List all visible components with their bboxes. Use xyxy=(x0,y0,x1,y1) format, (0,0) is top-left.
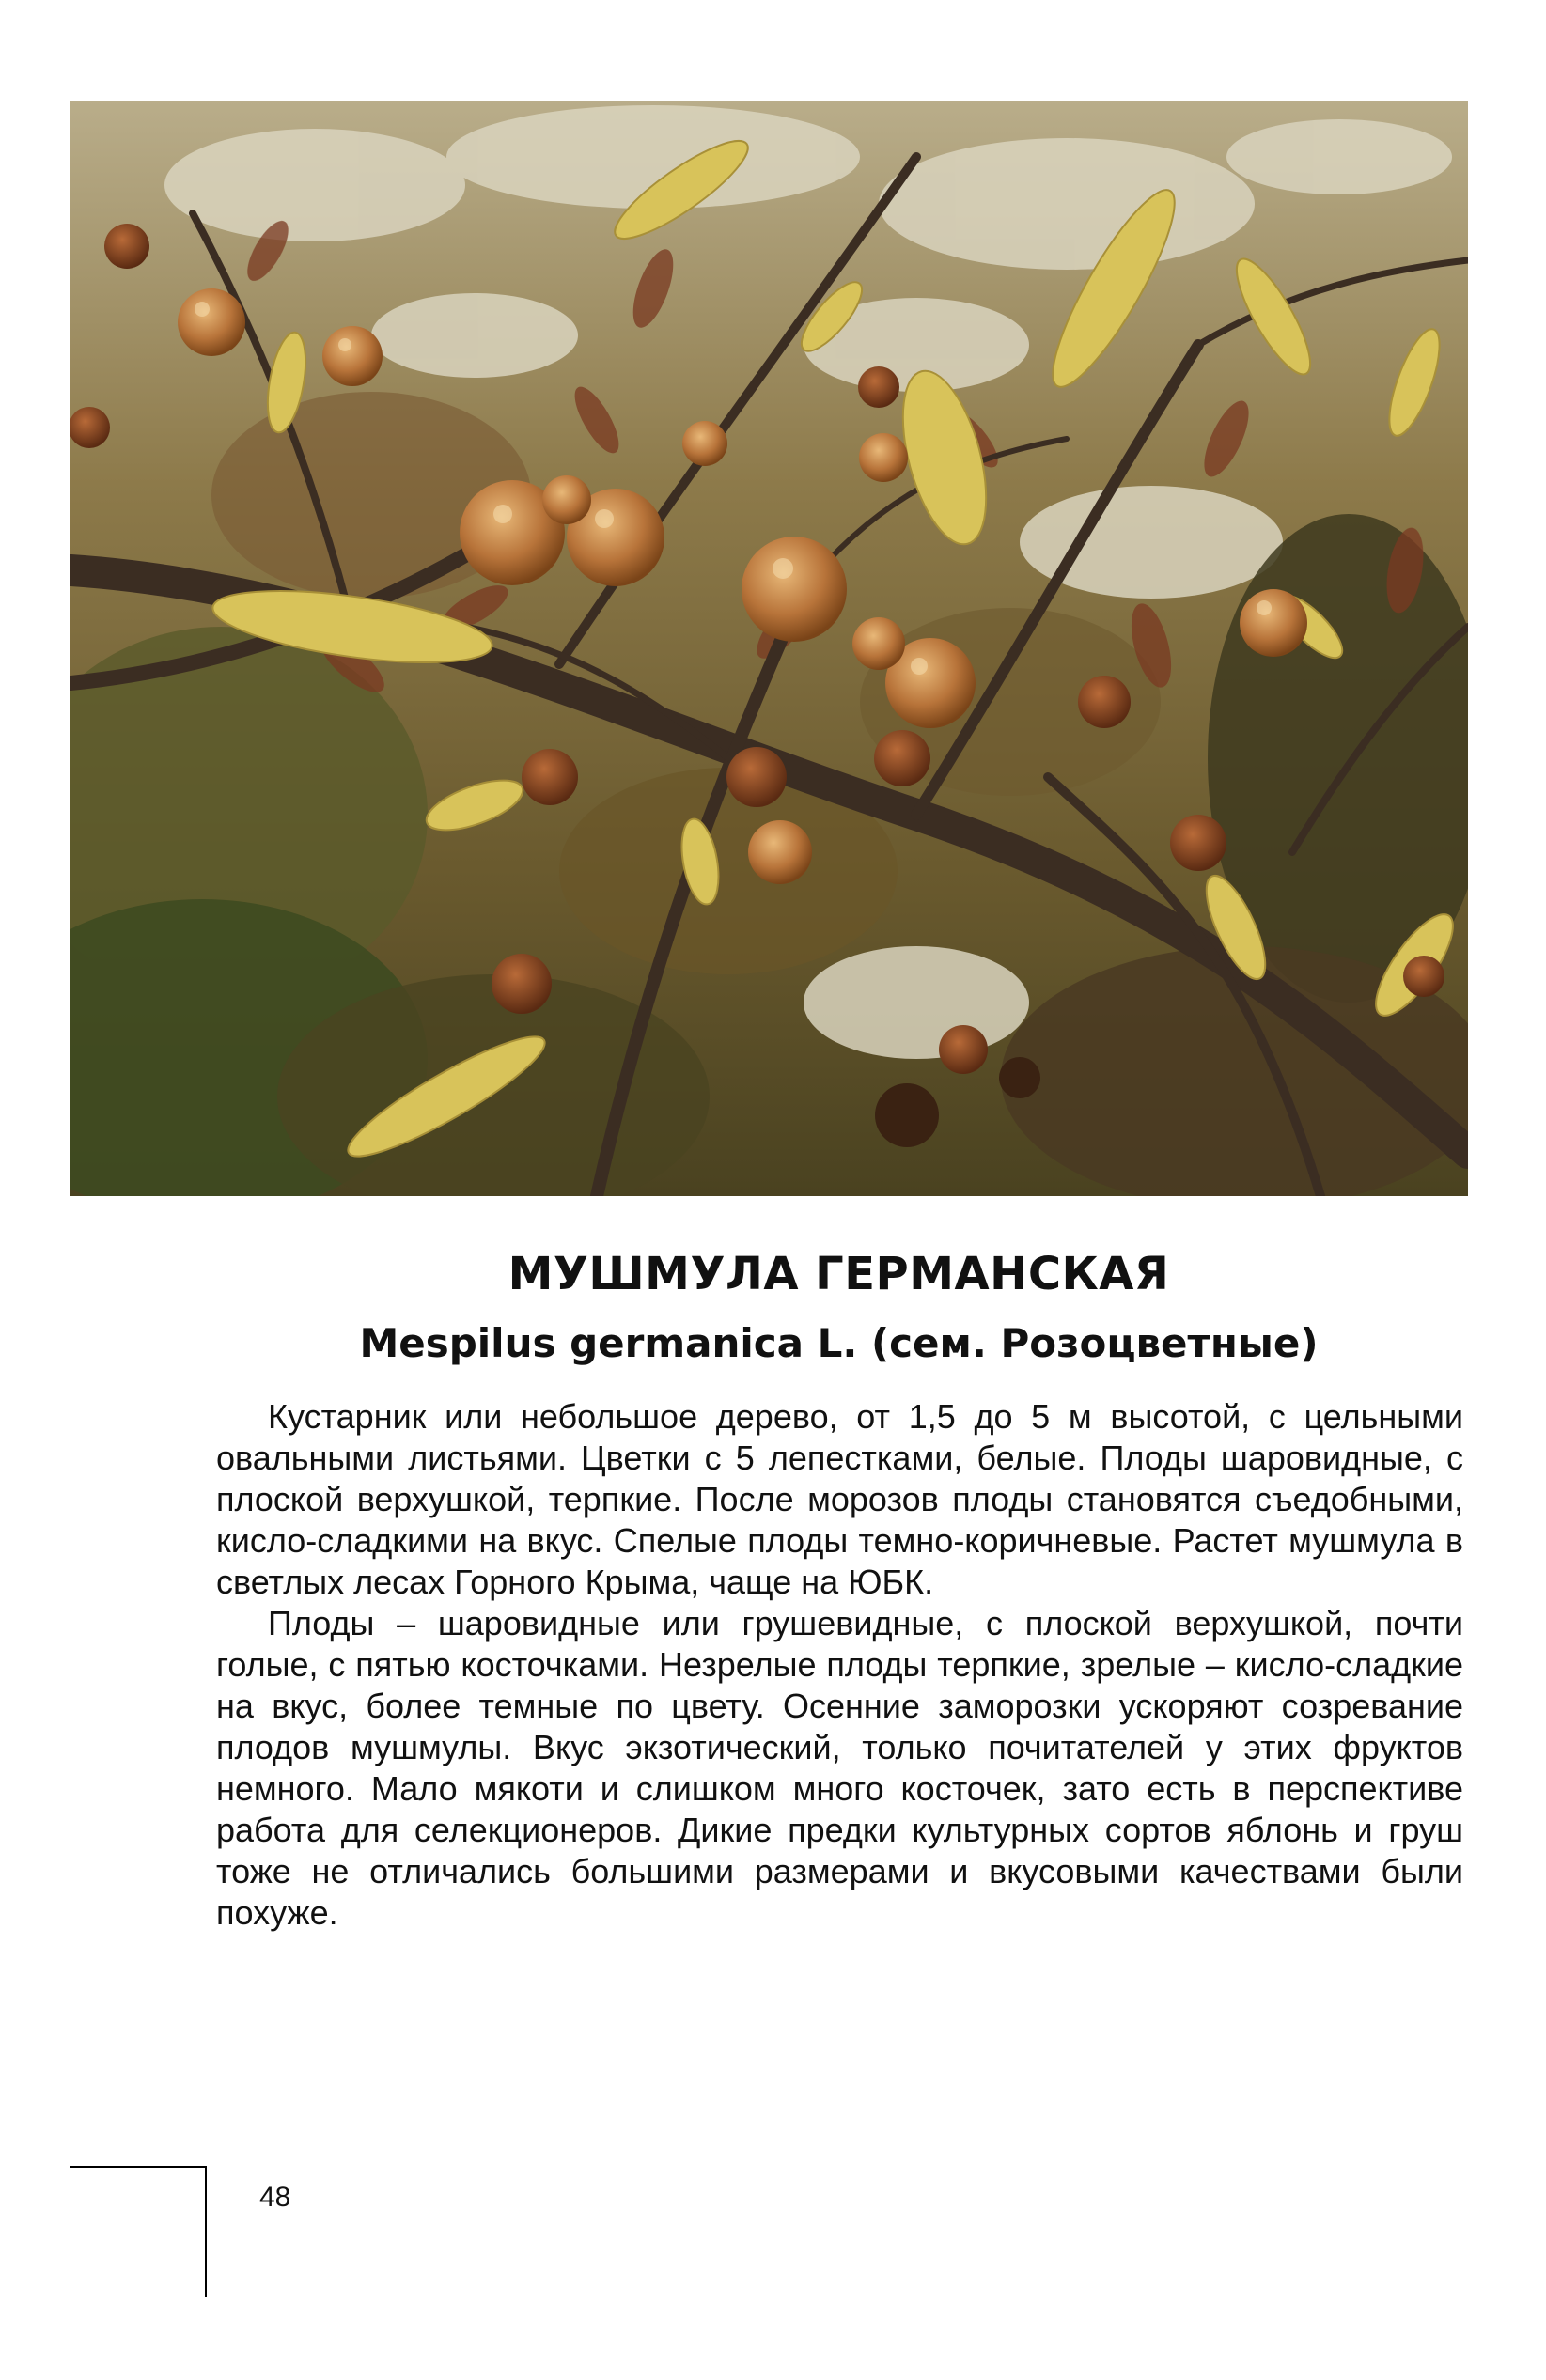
page-number: 48 xyxy=(259,2182,291,2213)
species-latin-name: Mespilus germanica L. (сем. Розоцветные) xyxy=(359,1320,1319,1366)
footer-rule-horizontal xyxy=(70,2166,207,2168)
description-paragraph: Кустарник или небольшое дерево, от 1,5 до 5 м высотой, с цельными овальными листьями. Цветки с 5 лепестками, белые. Плоды шаровидные, с плоской верхушкой, терпкие. После морозов плоды становятся съедобными, кисло-сладкими на вкус. Спелые плоды темно-коричневые. Растет мушмула в светлых лесах Горного Крыма, чаще на ЮБК. xyxy=(216,1397,1463,1601)
description-paragraph: Плоды – шаровидные или грушевидные, с плоской верхушкой, почти голые, с пятью косточками. Незрелые плоды терпкие, зрелые – кисло-сладкие на вкус, более темные по цвету. Осенние заморозки ускоряют созревание плодов мушмулы. Вкус экзотический, только почитателей у этих фруктов немного. Мало мякоти и слишком много косточек, зато есть в перспективе работа для селекционеров. Дикие предки культурных сортов яблонь и груш тоже не отличались большими размерами и вкусовыми качествами были похуже. xyxy=(216,1604,1463,1932)
description-body xyxy=(216,1396,1463,1934)
medlar-photo xyxy=(70,101,1468,1196)
footer-rule-vertical xyxy=(205,2166,207,2297)
species-title: МУШМУЛА ГЕРМАНСКАЯ xyxy=(508,1248,1170,1300)
medlar-branch-illustration xyxy=(70,101,1468,1196)
